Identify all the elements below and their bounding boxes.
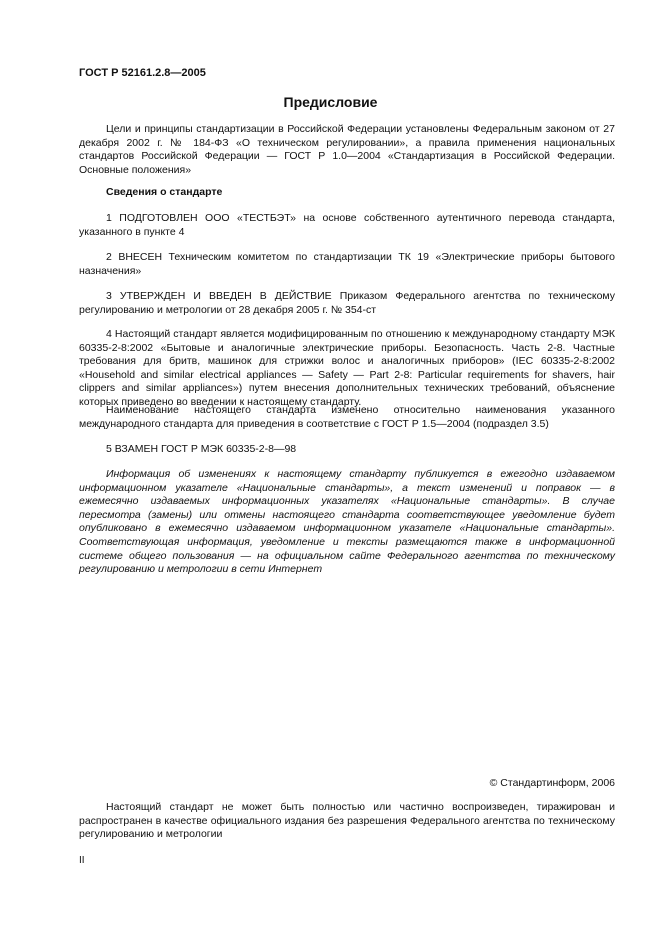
intro-paragraph: Цели и принципы стандартизации в Российской Федерации установлены Федеральным законом от 27 декабря 2002 г. № 184-ФЗ «О техническом регулировании», а правила применения национальных стандартов Российской Федерации — ГОСТ Р 1.0—2004 «Стандартизация в Российской Федерации. Основные положения» xyxy=(79,123,615,176)
document-code: ГОСТ Р 52161.2.8—2005 xyxy=(79,67,206,79)
page-title: Предисловие xyxy=(283,94,378,110)
info-notice: Информация об изменениях к настоящему стандарту публикуется в ежегодно издаваемом информационном указателе «Национальные стандарты», а текст изменений и поправок — в ежемесячно издаваемых информационных указателях «Национальные стандарты». В случае пересмотра (замены) или отмены настоящего стандарта соответствующее уведомление будет опубликовано в ежемесячно издаваемом информационном указателе «Национальные стандарты». Соответствующая информация, уведомление и тексты размещаются также в информационной системе общего пользования — на официальном сайте Федерального агентства по техническому регулированию и метрологии в сети Интернет xyxy=(79,468,615,576)
item-name-change: Наименование настоящего стандарта изменено относительно наименования указанного международного стандарта для приведения в соответствие с ГОСТ Р 1.5—2004 (подраздел 3.5) xyxy=(79,404,615,430)
item-replaces: 5 ВЗАМЕН ГОСТ Р МЭК 60335-2-8—98 xyxy=(106,443,297,455)
copyright-line: © Стандартинформ, 2006 xyxy=(489,777,615,789)
section-subheading: Сведения о стандарте xyxy=(106,186,223,198)
item-prepared: 1 ПОДГОТОВЛЕН ООО «ТЕСТБЭТ» на основе собственного аутентичного перевода стандарта, указанного в пункте 4 xyxy=(79,212,615,238)
item-modification: 4 Настоящий стандарт является модифицированным по отношению к международному стандарту МЭК 60335-2-8:2002 «Бытовые и аналогичные электрические приборы. Безопасность. Часть 2-8. Частные требования для бритв, машинок для стрижки волос и аналогичных приборов» (IEC 60335-2-8:2002 «Household and similar electrical appliances — Safety — Part 2-8: Particular requirements for shavers, hair clippers and similar appliances») путем внесения дополнительных технических требований, объяснение которых приведено во введении к настоящему стандарту. xyxy=(79,328,615,408)
reproduction-notice: Настоящий стандарт не может быть полностью или частично воспроизведен, тиражирован и распространен в качестве официального издания без разрешения Федерального агентства по техническому регулированию и метрологии xyxy=(79,801,615,841)
item-introduced: 2 ВНЕСЕН Техническим комитетом по стандартизации ТК 19 «Электрические приборы бытового назначения» xyxy=(79,251,615,277)
item-approved: 3 УТВЕРЖДЕН И ВВЕДЕН В ДЕЙСТВИЕ Приказом Федерального агентства по техническому регулированию и метрологии от 28 декабря 2005 г. № 354-ст xyxy=(79,290,615,316)
page-number: II xyxy=(79,855,85,866)
